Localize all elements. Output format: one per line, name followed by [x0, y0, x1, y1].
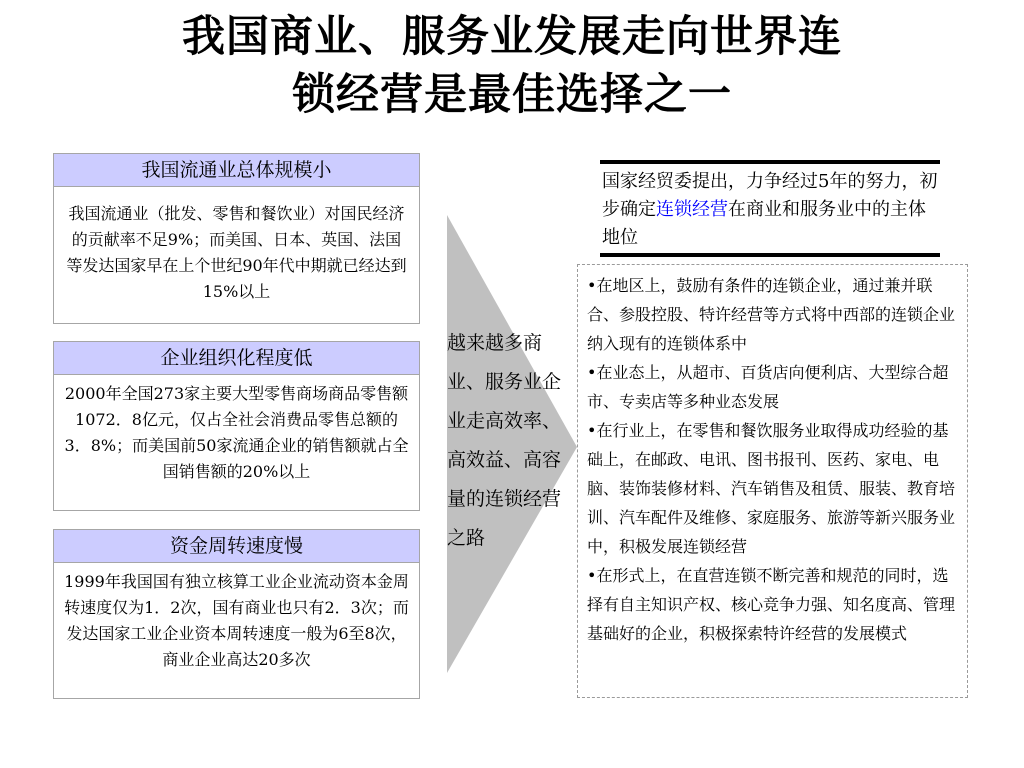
issue-box-header: 我国流通业总体规模小	[54, 154, 419, 187]
policy-goal-text	[602, 168, 942, 252]
issue-box-turnover	[53, 529, 420, 699]
measure-item-format: •在业态上，从超市、百货店向便利店、大型综合超市、专卖店等多种业态发展	[587, 363, 949, 411]
measures-panel	[577, 264, 968, 698]
issue-box-body: 2000年全国273家主要大型零售商场商品零售额1072．8亿元，仅占全社会消费品零售总额的3．8%；而美国前50家流通企业的销售额就占全国销售额的20%以上	[64, 384, 409, 481]
top-rule	[600, 160, 940, 164]
goal-text-before: 国家经贸委提出，力争经过5年的努力，初步确定	[602, 171, 938, 220]
issue-box-header: 资金周转速度慢	[54, 530, 419, 563]
conclusion-text: 越来越多商业、服务业企业走高效率、高效益、高容量的连锁经营之路	[447, 332, 562, 549]
title-line-1: 我国商业、服务业发展走向世界连	[182, 12, 842, 62]
bottom-rule	[600, 253, 940, 257]
goal-highlight: 连锁经营	[656, 199, 728, 220]
issue-box-body: 我国流通业（批发、零售和餐饮业）对国民经济的贡献率不足9%；而美国、日本、英国、法国等发达国家早在上个世纪90年代中期就已经达到15%以上	[66, 204, 407, 301]
measure-item-form: •在形式上，在直营连锁不断完善和规范的同时，选择有自主知识产权、核心竞争力强、知名度高、管理基础好的企业，积极探索特许经营的发展模式	[587, 566, 956, 643]
slide-title	[0, 8, 1024, 124]
goal-text-after: 在商业和服务业中的主体地位	[602, 199, 926, 248]
issue-box-header: 企业组织化程度低	[54, 342, 419, 375]
issue-box-scale	[53, 153, 420, 324]
measure-item-region: •在地区上，鼓励有条件的连锁企业，通过兼并联合、参股控股、特许经营等方式将中西部的连锁企业纳入现有的连锁体系中	[587, 276, 956, 353]
title-line-2: 锁经营是最佳选择之一	[292, 70, 732, 120]
measure-item-industry: •在行业上，在零售和餐饮服务业取得成功经验的基础上，在邮政、电讯、图书报刊、医药、家电、电脑、装饰装修材料、汽车销售及租赁、服装、教育培训、汽车配件及维修、家庭服务、旅游等新兴服务业中，积极发展连锁经营	[587, 421, 956, 556]
issue-box-organization	[53, 341, 420, 511]
issue-box-body: 1999年我国国有独立核算工业企业流动资本金周转速度仅为1．2次，国有商业也只有2．3次；而发达国家工业企业资本周转速度一般为6至8次，商业企业高达20多次	[64, 572, 409, 669]
